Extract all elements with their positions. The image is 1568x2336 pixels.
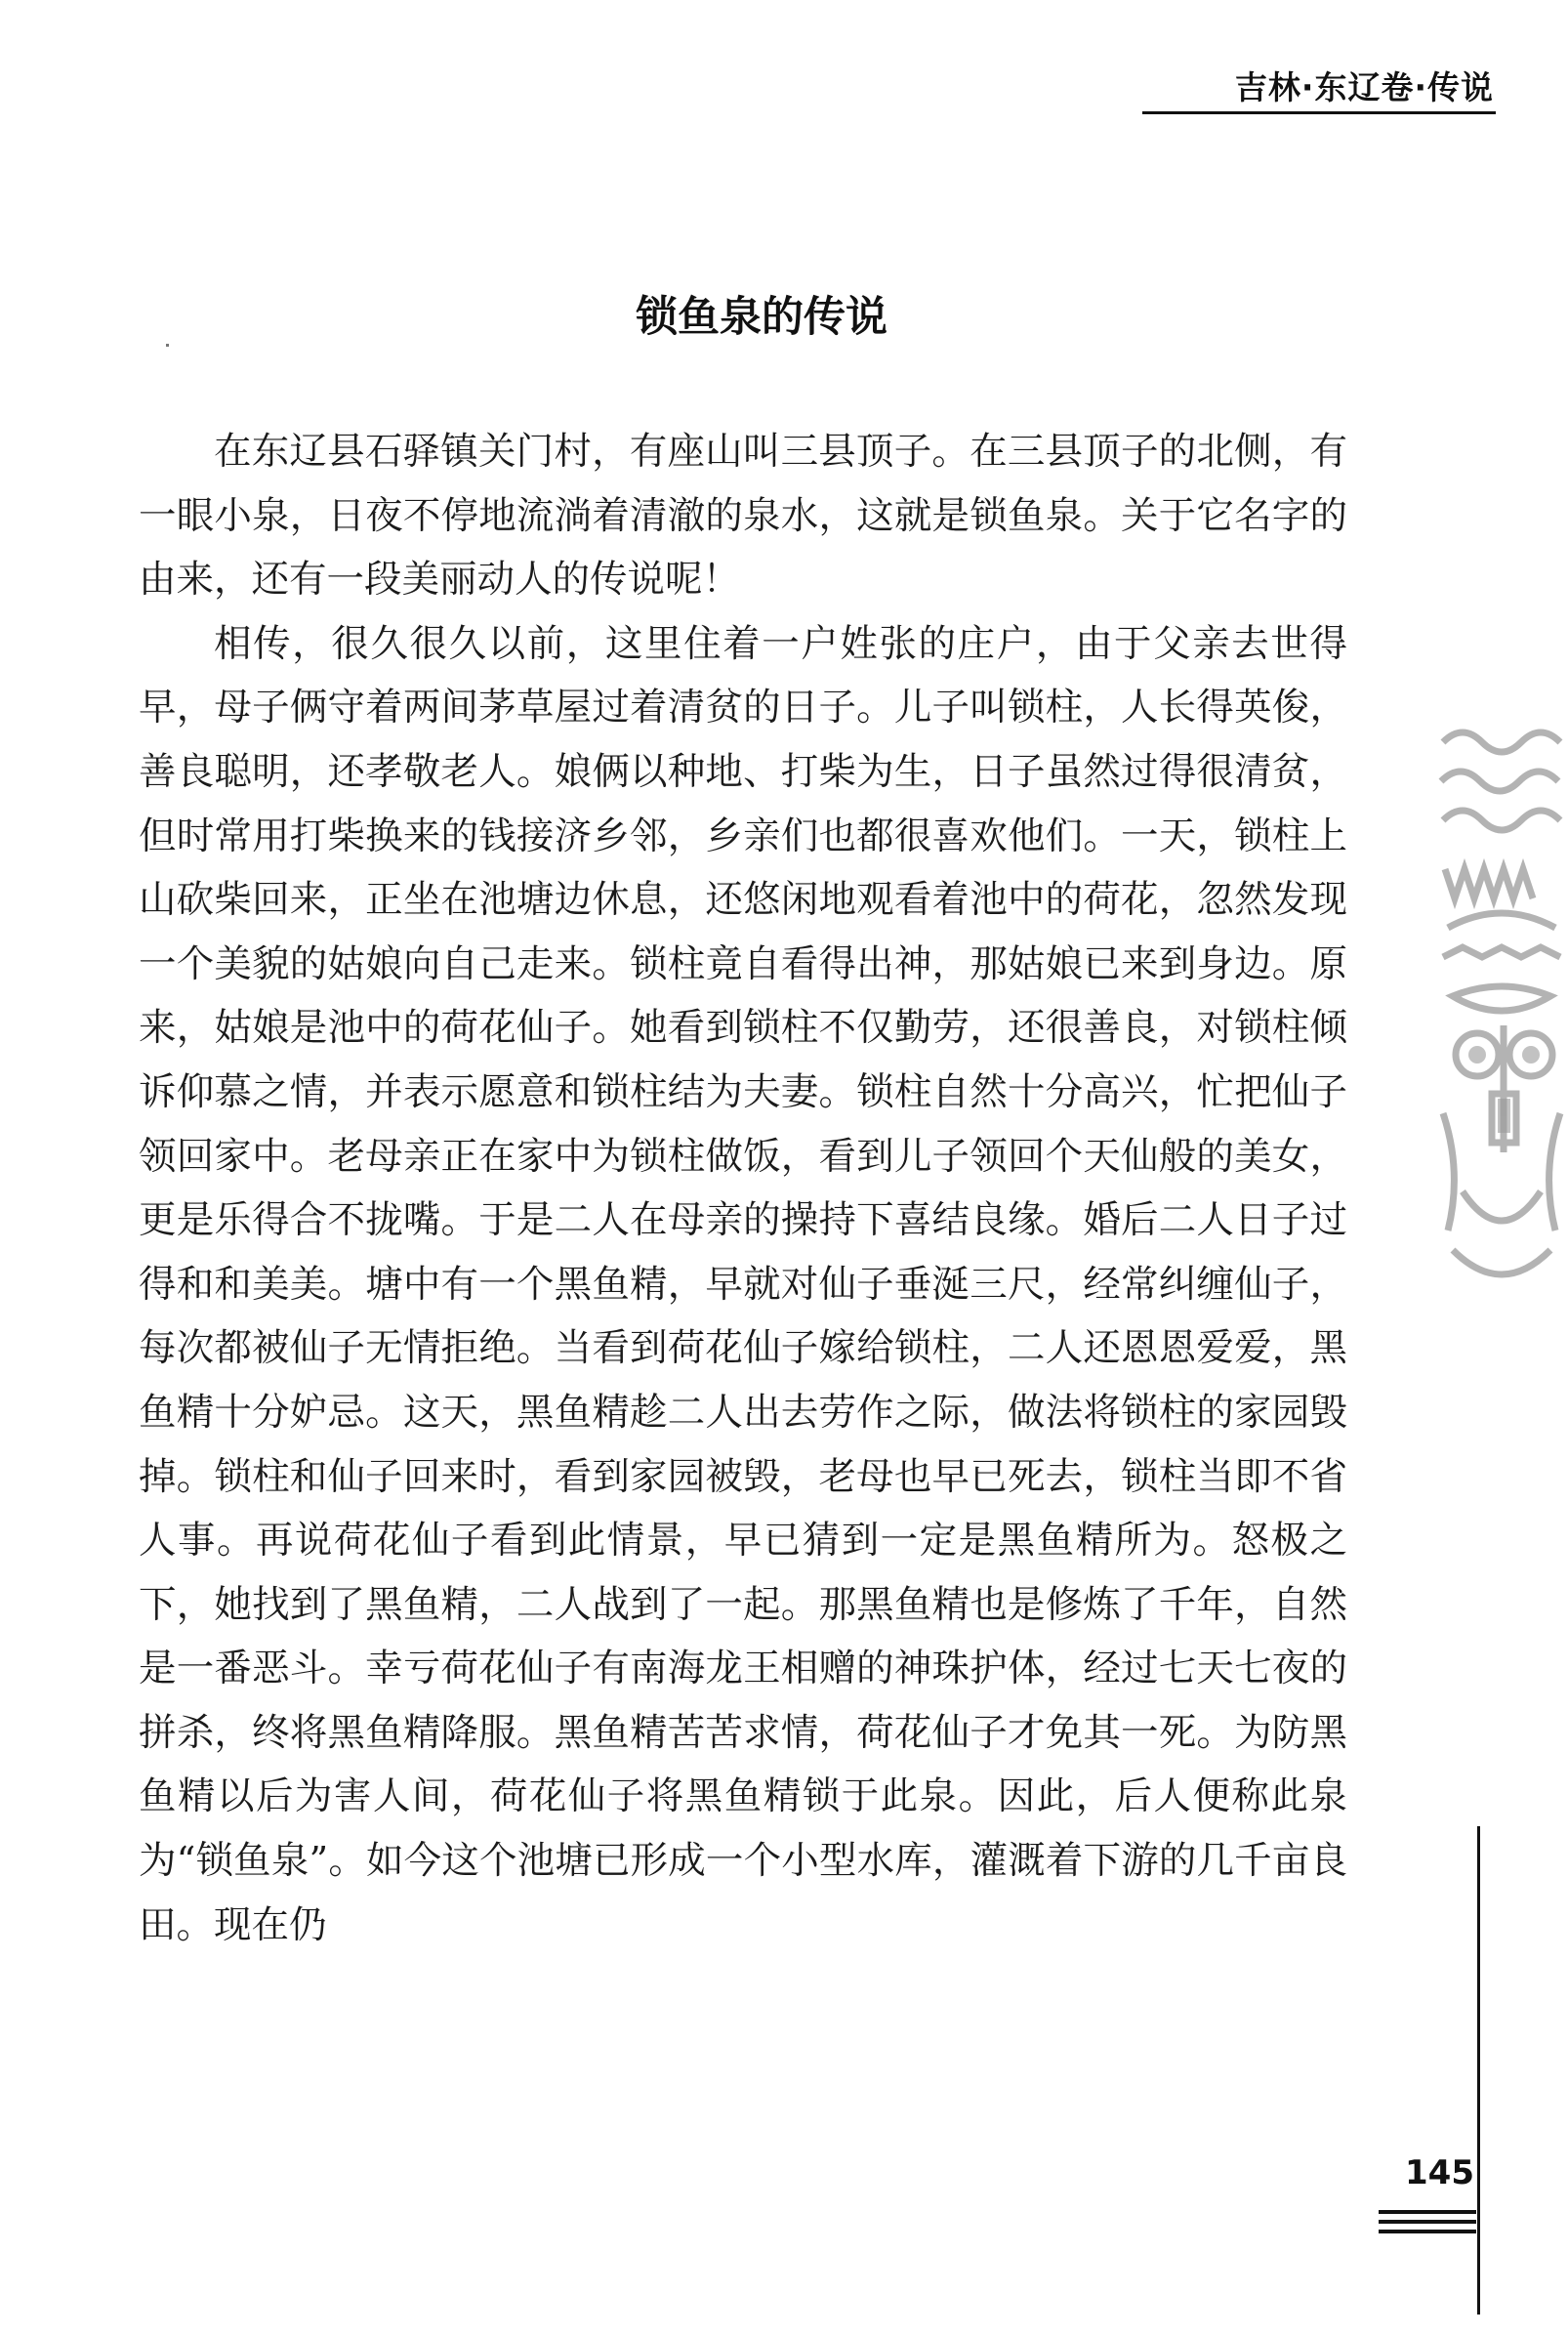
header-rule: [1142, 111, 1496, 114]
footer-rule: [1379, 2220, 1476, 2224]
paragraph: 相传，很久很久以前，这里住着一户姓张的庄户，由于父亲去世得早，母子俩守着两间茅草屋过着清贫的日子。儿子叫锁柱，人长得英俊，善良聪明，还孝敬老人。娘俩以种地、打柴为生，日子虽然过得很清贫，但时常用打柴换来的钱接济乡邻，乡亲们也都很喜欢他们。一天，锁柱上山砍柴回来，正坐在池塘边休息，还悠闲地观看着池中的荷花，忽然发现一个美貌的姑娘向自己走来。锁柱竟自看得出神，那姑娘已来到身边。原来，姑娘是池中的荷花仙子。她看到锁柱不仅勤劳，还很善良，对锁柱倾诉仰慕之情，并表示愿意和锁柱结为夫妻。锁柱自然十分高兴，忙把仙子领回家中。老母亲正在家中为锁柱做饭，看到儿子领回个天仙般的美女，更是乐得合不拢嘴。于是二人在母亲的操持下喜结良缘。婚后二人日子过得和和美美。塘中有一个黑鱼精，早就对仙子垂涎三尺，经常纠缠仙子，每次都被仙子无情拒绝。当看到荷花仙子嫁给锁柱，二人还恩恩爱爱，黑鱼精十分妒忌。这天，黑鱼精趁二人出去劳作之际，做法将锁柱的家园毁掉。锁柱和仙子回来时，看到家园被毁，老母也早已死去，锁柱当即不省人事。再说荷花仙子看到此情景，早已猜到一定是黑鱼精所为。怒极之下，她找到了黑鱼精，二人战到了一起。那黑鱼精也是修炼了千年，自然是一番恶斗。幸亏荷花仙子有南海龙王相赠的神珠护体，经过七天七夜的拼杀，终将黑鱼精降服。黑鱼精苦苦求情，荷花仙子才免其一死。为防黑鱼精以后为害人间，荷花仙子将黑鱼精锁于此泉。因此，后人便称此泉为“锁鱼泉”。如今这个池塘已形成一个小型水库，灌溉着下游的几千亩良田。现在仍: [139, 621, 1347, 1947]
page-title: 锁鱼泉的传说: [636, 292, 887, 342]
page-number: 145: [1405, 2153, 1474, 2192]
footer-rule: [1379, 2210, 1476, 2214]
paragraph: 在东辽县石驿镇关门村，有座山叫三县顶子。在三县顶子的北侧，有一眼小泉，日夜不停地流淌着清澈的泉水，这就是锁鱼泉。关于它名字的由来，还有一段美丽动人的传说呢！: [139, 430, 1347, 603]
print-speck: [166, 344, 169, 347]
article-body: [139, 420, 1347, 1957]
running-header: 吉林·东辽卷·传说: [1234, 68, 1494, 106]
side-rule: [1477, 1826, 1480, 2315]
mask-ornament-icon: [1424, 703, 1568, 1318]
footer-rule: [1379, 2230, 1476, 2233]
